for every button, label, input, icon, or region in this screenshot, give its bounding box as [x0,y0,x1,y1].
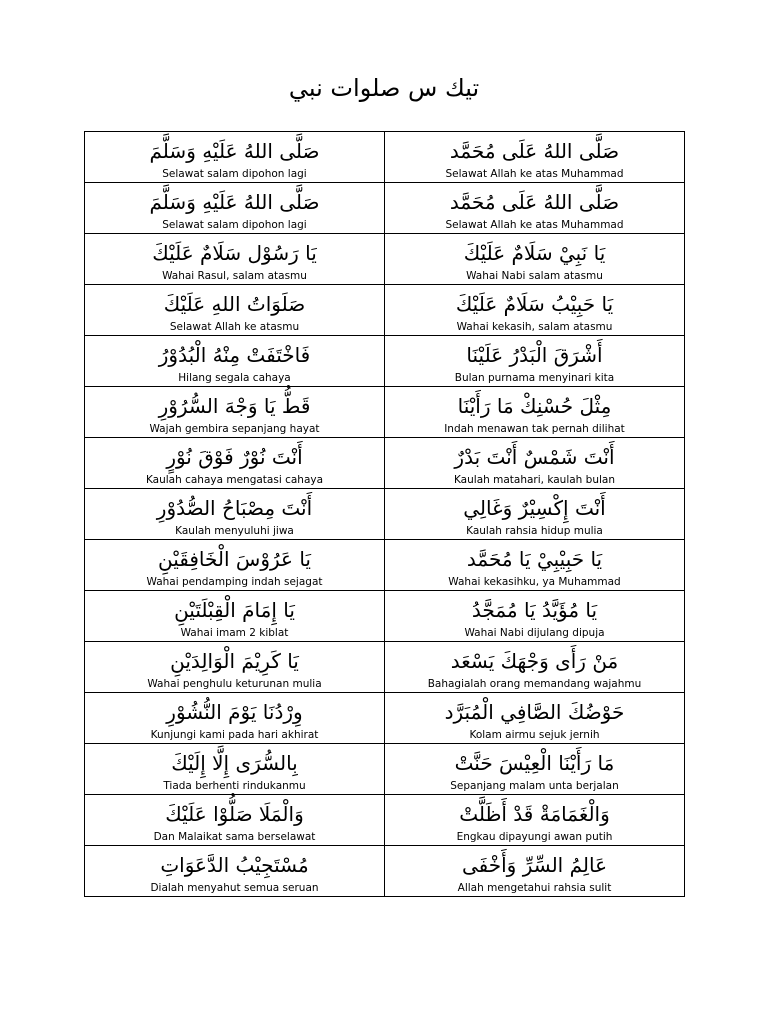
verse-table [84,131,685,897]
verse-cell-right [385,642,685,693]
verse-cell-content [85,183,384,233]
verse-row [85,846,685,897]
verse-cell-content [385,183,684,233]
malay-translation: Wahai imam 2 kiblat [180,627,289,639]
verse-row [85,438,685,489]
arabic-verse: يَا حَبِيْبُ سَلَامٌ عَلَيْكَ [455,292,614,316]
arabic-verse: وِرْدُنَا يَوْمَ النُّشُوْرِ [166,700,303,724]
verse-table-body [85,132,685,897]
verse-cell-content [385,489,684,539]
verse-cell-content [85,591,384,641]
arabic-verse: مَنْ رَأَى وَجْهَكَ يَسْعَد [450,649,619,673]
arabic-verse: يَا رَسُوْل سَلَامٌ عَلَيْكَ [152,241,317,265]
verse-cell-content [385,693,684,743]
verse-cell-content [385,846,684,896]
verse-cell-content [85,795,384,845]
verse-cell-content [385,438,684,488]
verse-cell-content [385,285,684,335]
malay-translation: Kaulah cahaya mengatasi cahaya [145,474,324,486]
arabic-verse: يَا إِمَامَ الْقِبْلَتَيْنِ [174,598,295,622]
verse-cell-content [85,132,384,182]
arabic-verse: يَا نَبِيْ سَلَامٌ عَلَيْكَ [463,241,606,265]
malay-translation: Allah mengetahui rahsia sulit [457,882,612,894]
malay-translation: Kaulah menyuluhi jiwa [175,525,294,537]
malay-translation: Selawat Allah ke atas Muhammad [445,219,624,231]
verse-cell-content [385,234,684,284]
malay-translation: Hilang segala cahaya [178,372,291,384]
verse-cell-left [85,285,385,336]
malay-translation: Wahai pendamping indah sejagat [146,576,323,588]
verse-cell-content [85,387,384,437]
verse-cell-left [85,387,385,438]
verse-row [85,591,685,642]
malay-translation: Selawat Allah ke atas Muhammad [445,168,624,180]
verse-cell-right [385,132,685,183]
verse-cell-right [385,693,685,744]
malay-translation: Wajah gembira sepanjang hayat [149,423,320,435]
arabic-verse: أَنْتَ شَمْسٌ أَنْتَ بَدْرٌ [454,445,615,469]
arabic-verse: أَنْتَ نُوْرٌ فَوْقَ نُوْرٍ [166,445,303,469]
verse-cell-left [85,591,385,642]
verse-cell-left [85,132,385,183]
page-title: تيك س صلوات نبي [288,74,480,102]
malay-translation: Wahai Rasul, salam atasmu [162,270,307,282]
arabic-verse: أَشْرَقَ الْبَدْرُ عَلَيْنَا [466,343,603,367]
verse-cell-left [85,693,385,744]
verse-row [85,183,685,234]
verse-cell-content [85,438,384,488]
verse-cell-right [385,591,685,642]
verse-cell-right [385,336,685,387]
malay-translation: Wahai Nabi dijulang dipuja [464,627,605,639]
verse-cell-content [85,234,384,284]
arabic-verse: قَطُّ يَا وَجْهَ السُّرُوْرِ [158,394,311,418]
verse-cell-content [385,336,684,386]
verse-cell-right [385,234,685,285]
verse-cell-content [85,540,384,590]
verse-cell-left [85,540,385,591]
verse-row [85,285,685,336]
arabic-verse: مِثْلَ حُسْنِكْ مَا رَأَيْنَا [457,394,612,418]
arabic-verse: يَا كَرِيْمَ الْوَالِدَيْنِ [170,649,299,673]
malay-translation: Selawat salam dipohon lagi [162,219,307,231]
verse-cell-content [385,132,684,182]
verse-cell-right [385,540,685,591]
verse-row [85,234,685,285]
arabic-verse: مَا رَأَيْنَا الْعِيْسَ حَنَّتْ [454,751,615,775]
verse-row [85,132,685,183]
verse-cell-left [85,183,385,234]
malay-translation: Indah menawan tak pernah dilihat [444,423,625,435]
verse-cell-right [385,846,685,897]
verse-row [85,795,685,846]
verse-cell-content [85,846,384,896]
malay-translation: Wahai kekasih, salam atasmu [456,321,613,333]
verse-cell-content [385,387,684,437]
verse-cell-content [85,693,384,743]
verse-cell-content [85,285,384,335]
arabic-verse: وَالْمَلَا صَلُّوْا عَلَيْكَ [165,802,304,826]
verse-cell-left [85,336,385,387]
arabic-verse: صَلَّى اللهُ عَلَيْهِ وَسَلَّمَ [149,139,320,163]
verse-cell-right [385,387,685,438]
malay-translation: Bulan purnama menyinari kita [454,372,615,384]
arabic-verse: يَا مُؤَيَّدُ يَا مُمَجَّدُ [471,598,598,622]
malay-translation: Wahai Nabi salam atasmu [466,270,603,282]
verse-cell-right [385,489,685,540]
verse-cell-left [85,795,385,846]
verse-row [85,336,685,387]
verse-cell-left [85,489,385,540]
arabic-verse: صَلَوَاتُ اللهِ عَلَيْكَ [163,292,306,316]
malay-translation: Dialah menyahut semua seruan [150,882,319,894]
verse-row [85,387,685,438]
malay-translation: Dan Malaikat sama berselawat [153,831,316,843]
arabic-verse: أَنْتَ إِكْسِيْرٌ وَغَالِي [463,496,606,520]
verse-cell-left [85,642,385,693]
malay-translation: Wahai penghulu keturunan mulia [147,678,322,690]
verse-cell-left [85,234,385,285]
verse-cell-right [385,795,685,846]
malay-translation: Kunjungi kami pada hari akhirat [150,729,319,741]
verse-cell-right [385,183,685,234]
arabic-verse: صَلَّى اللهُ عَلَى مُحَمَّد [449,190,620,214]
verse-row [85,693,685,744]
verse-cell-left [85,744,385,795]
malay-translation: Wahai kekasihku, ya Muhammad [448,576,621,588]
verse-cell-right [385,438,685,489]
malay-translation: Kolam airmu sejuk jernih [469,729,600,741]
arabic-verse: يَا حَبِيْبِيْ يَا مُحَمَّد [466,547,603,571]
arabic-verse: مُسْتَجِيْبُ الدَّعَوَاتِ [160,853,309,877]
verse-cell-content [85,642,384,692]
arabic-verse: حَوْضُكَ الصَّافِي الْمُبَرَّد [444,700,625,724]
arabic-verse: عَالِمُ السِّرِّ وَأَخْفَى [461,853,608,877]
verse-cell-right [385,744,685,795]
arabic-verse: يَا عَرُوْسَ الْخَافِقَيْنِ [157,547,311,571]
verse-cell-content [85,489,384,539]
verse-cell-content [85,336,384,386]
arabic-verse: فَاخْتَفَتْ مِنْهُ الْبُدُوْرُ [158,343,311,367]
verse-cell-content [385,795,684,845]
verse-cell-content [385,540,684,590]
verse-cell-left [85,438,385,489]
verse-cell-content [385,744,684,794]
arabic-verse: صَلَّى اللهُ عَلَى مُحَمَّد [449,139,620,163]
arabic-verse: بِالسُّرَى إِلَّا إِلَيْكَ [171,751,298,775]
malay-translation: Selawat salam dipohon lagi [162,168,307,180]
verse-cell-left [85,846,385,897]
malay-translation: Engkau dipayungi awan putih [456,831,613,843]
arabic-verse: صَلَّى اللهُ عَلَيْهِ وَسَلَّمَ [149,190,320,214]
arabic-verse: وَالْغَمَامَةْ قَدْ أَظَلَّتْ [459,802,610,826]
verse-cell-content [85,744,384,794]
malay-translation: Kaulah rahsia hidup mulia [466,525,603,537]
malay-translation: Kaulah matahari, kaulah bulan [453,474,615,486]
malay-translation: Tiada berhenti rindukanmu [163,780,306,792]
verse-row [85,489,685,540]
malay-translation: Selawat Allah ke atasmu [169,321,300,333]
verse-cell-right [385,285,685,336]
arabic-verse: أَنْتَ مِصْبَاحُ الصُّدُوْرِ [156,496,313,520]
verse-row [85,540,685,591]
malay-translation: Bahagialah orang memandang wajahmu [427,678,642,690]
verse-row [85,744,685,795]
verse-cell-content [385,591,684,641]
verse-row [85,642,685,693]
verse-cell-content [385,642,684,692]
malay-translation: Sepanjang malam unta berjalan [450,780,619,792]
